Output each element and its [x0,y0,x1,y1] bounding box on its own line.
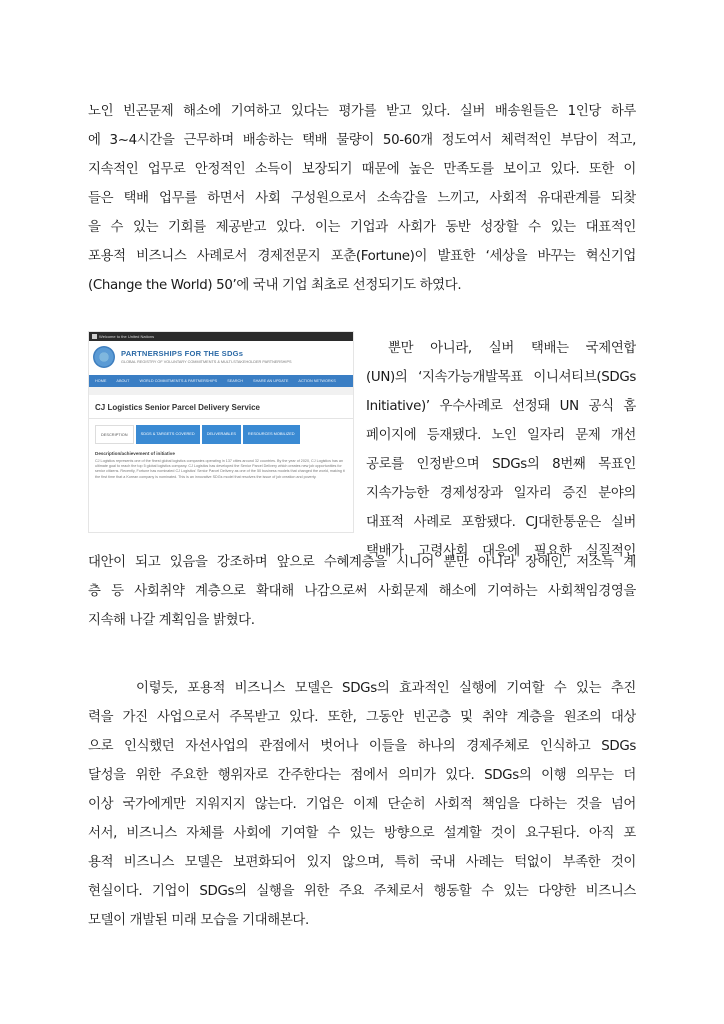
text-line: (Change the World) 50’에 국내 기업 최초로 선정되기도 하였다. [88,278,462,293]
text-line: 들은 택배 업무를 하면서 사회 구성원으로서 소속감을 느끼고, 사회적 유대관계를 되찾 [88,191,636,206]
description-text: CJ Logistics represents one of the finest global logistics companies operating in 137 cities around 32 countries. By the year of 2020, CJ Logistics has an ultimate goal to reach the top 5 global logistics company. CJ Logistics has developed the Senior Parcel Delivery which creates new job opportunities for senior citizens. Recently, Fortune has nominated CJ Logistics' Senior Parcel Delivery as one of the 50 business models that changed the world, making it the first time that a Korean company is nominated. This is an innovative SDGs model that resolves the issue of job creation and poverty. [95,459,345,479]
tab-resources: RESOURCES MOBILIZED [243,425,300,444]
un-sdg-screenshot [88,331,354,533]
initiative-title: CJ Logistics Senior Parcel Delivery Service [89,395,353,419]
un-nav [89,375,353,387]
text-line: 대안이 되고 있음을 강조하며 앞으로 수혜계층을 시니어 뿐만 아니라 장애인, 저소득 계 [88,555,636,570]
nav-item: SHARE AN UPDATE [253,379,289,383]
partnership-title: PARTNERSHIPS FOR THE SDGs [121,349,244,358]
un-header [89,341,353,375]
text-line: 현실이다. 기업이 SDGs의 실행을 위한 주요 주체로서 행동할 수 있는 다양한 비즈니스 [88,884,636,899]
initiative-tabs [89,419,353,444]
text-line: 층 등 사회취약 계층으로 확대해 나감으로써 사회문제 해소에 기여하는 사회책임경영을 [88,584,636,599]
nav-item: SEARCH [227,379,244,383]
text-line: 이상 국가에게만 지워지지 않는다. 기업은 이제 단순히 사회적 책임을 다하는 것을 넘어 [88,797,636,812]
text-line: 뿐만 아니라, 실버 택배는 국제연합 [388,341,636,356]
un-emblem-icon [93,346,115,368]
nav-item: ABOUT [116,379,130,383]
text-line: 력을 가진 사업으로서 주목받고 있다. 또한, 그동안 빈곤층 및 취약 계층을 원조의 대상 [88,710,636,725]
paragraph-3 [88,674,636,935]
text-line: 달성을 위한 주요한 행위자로 간주한다는 점에서 의미가 있다. SDGs의 이행 의무는 더 [88,768,636,783]
text-line: (UN)의 ‘지속가능개발목표 이니셔티브(SDGs [366,370,636,385]
header-band [89,387,353,395]
text-line: 지속적인 업무로 안정적인 소득이 보장되기 때문에 높은 만족도를 보이고 있다. 또한 이 [88,162,636,177]
home-icon [92,334,97,339]
text-line: 노인 빈곤문제 해소에 기여하고 있다는 평가를 받고 있다. 실버 배송원들은 1인당 하루 [88,104,636,119]
text-line: 으로 인식했던 자선사업의 관점에서 벗어나 이들을 하나의 경제주체로 인식하고 SDGs [88,739,636,754]
text-line: 이렇듯, 포용적 비즈니스 모델은 SDGs의 효과적인 실행에 기여할 수 있는 추진 [136,681,636,696]
nav-item: ACTION NETWORKS [298,379,336,383]
text-line: 을 수 있는 기회를 제공받고 있다. 이는 기업과 사회가 동반 성장할 수 있는 대표적인 [88,220,636,235]
tab-description: DESCRIPTION [95,425,134,444]
text-line: 페이지에 등재됐다. 노인 일자리 문제 개선 [366,428,636,443]
un-topbar [89,332,353,341]
nav-item: HOME [95,379,107,383]
tab-sdgs-targets: SDGS & TARGETS COVERED [136,425,200,444]
text-line: 모델이 개발된 미래 모습을 기대해본다. [88,913,309,928]
text-line: 서서, 비즈니스 자체를 사회에 기여할 수 있는 방향으로 설계할 것이 요구된다. 아직 포 [88,826,636,841]
topbar-text: Welcome to the United Nations [99,334,155,339]
tab-deliverables: DELIVERABLES [202,425,241,444]
text-line: Initiative)’ 우수사례로 선정돼 UN 공식 홈 [366,399,636,414]
paragraph-2-side [366,334,636,566]
text-line: 공로를 인정받으며 SDGs의 8번째 목표인 [366,457,636,472]
text-line: 대표적 사례로 포함됐다. CJ대한통운은 실버 [366,515,636,530]
text-line: 택배가 고령사회 대응에 필요한 실질적인 [366,544,636,559]
description-heading: Description/achievement of initiative [95,451,175,456]
text-line: 포용적 비즈니스 사례로서 경제전문지 포춘(Fortune)이 발표한 ‘세상을 바꾸는 혁신기업 [88,249,636,264]
text-line: 지속해 나갈 계획임을 밝혔다. [88,613,255,628]
paragraph-1 [88,97,636,300]
text-line: 에 3~4시간을 근무하며 배송하는 택배 물량이 50-60개 정도여서 체력적인 부담이 적고, [88,133,636,148]
text-line: 용적 비즈니스 모델은 보편화되어 있지 않으며, 특히 국내 사례는 턱없이 부족한 것이 [88,855,636,870]
paragraph-2-continued [88,548,636,635]
nav-item: WORLD COMMITMENTS & PARTNERSHIPS [139,379,218,383]
partnership-subtitle: GLOBAL REGISTRY OF VOLUNTARY COMMITMENTS & MULTI-STAKEHOLDER PARTNERSHIPS [121,360,292,364]
text-line: 지속가능한 경제성장과 일자리 증진 분야의 [366,486,636,501]
